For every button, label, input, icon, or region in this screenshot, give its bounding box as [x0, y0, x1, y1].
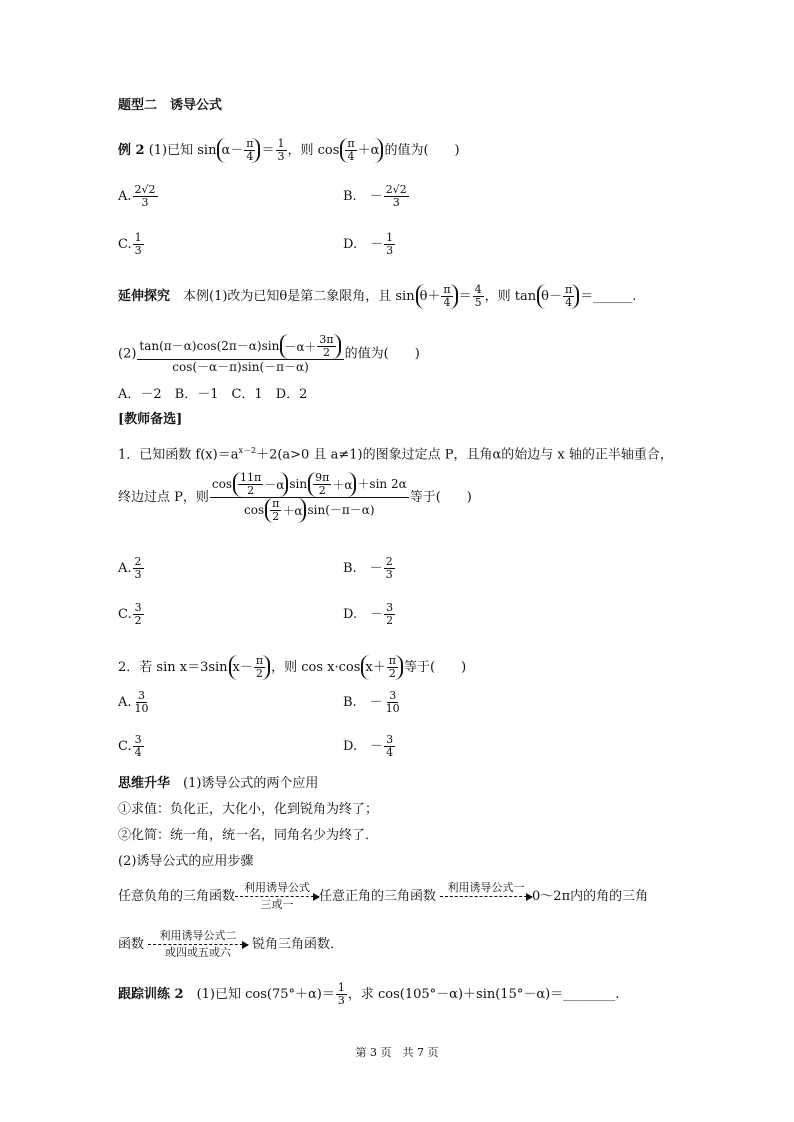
section-title: 题型二 诱导公式: [118, 98, 223, 113]
teacher-p1-line2: 终边过点 P，则 cos $\frac{11\pi}{2}$ －α sin $\frac{9\pi}{2}$ ＋α ＋sin 2α cos $\frac{\pi}{2}$ ＋α sin(－π－α) 等于( ): [118, 471, 472, 523]
page-footer: 第 3 页 共 7 页: [355, 1046, 439, 1059]
paren-group: x＋ $\frac{\pi}{2}$: [361, 655, 403, 680]
teacher-label: [教师备选]: [118, 412, 183, 427]
teacher-p1-option-b: B. － $\frac{2}{3}$: [343, 555, 393, 581]
paren-group: $\frac{\pi}{4}$ ＋α: [340, 138, 383, 163]
paren-group: $\frac{\pi}{2}$ ＋α: [265, 498, 306, 523]
paren-group: －α＋ $\frac{3\pi}{2}$: [280, 334, 340, 359]
arrow-connector: 利用诱导公式一: [440, 880, 532, 913]
example2-option-b: B. － $\frac{2√2}{3}$: [343, 183, 407, 209]
example2-option-c: C. $\frac{1}{3}$: [118, 231, 142, 257]
extension-question: 延伸探究 本例(1)改为已知θ是第二象限角，且 sin θ＋ $\frac{\pi}{4}$ ＝ $\frac{4}{5}$ ，则 tan θ－ $\frac{\pi}{4}$ ＝______.: [118, 283, 637, 309]
tracking-question: 跟踪训练 2 (1)已知 cos(75°＋α)＝ $\frac{1}{3}$ ，求 cos(105°－α)＋sin(15°－α)＝________.: [118, 981, 620, 1007]
paren-group: $\frac{9\pi}{2}$ ＋α: [308, 472, 356, 497]
teacher-p2: 2．若 sin x＝3sin x－ $\frac{\pi}{2}$ ，则 cos x·cos x＋ $\frac{\pi}{2}$ 等于( ): [118, 654, 467, 680]
example2-q1: 例 2 (1)已知 sin α－ $\frac{\pi}{4}$ ＝ $\frac{1}{3}$ ，则 cos $\frac{\pi}{4}$ ＋α 的值为( ): [118, 137, 460, 163]
teacher-p1-line1: 1．已知函数 $f(x)=a^{x-2}+2(a>0$ 且 a≠1)的图象过定点 P，且角α的始边与 x 轴的正半轴重合，: [118, 446, 673, 463]
paren-group: α－ $\frac{\pi}{4}$: [217, 138, 260, 163]
thinking-line2: ①求值：负化正，大化小，化到锐角为终了；: [118, 802, 379, 817]
teacher-p2-option-a: A. $\frac{3}{10}$: [118, 689, 149, 715]
teacher-p2-option-b: B. － $\frac{3}{10}$: [343, 689, 400, 715]
flow-line2: 函数 利用诱导公式二 或四或五或六 锐角三角函数．: [118, 929, 344, 959]
teacher-p1-option-a: A. $\frac{2}{3}$: [118, 555, 142, 581]
teacher-p1-option-c: C. $\frac{3}{2}$: [118, 601, 142, 627]
example2-q2-options: A．－2 B．－1 C．1 D．2: [118, 387, 308, 402]
example2-option-d: D. － $\frac{1}{3}$: [343, 231, 394, 257]
arrow-connector: 利用诱导公式二 或四或五或六: [148, 928, 248, 961]
teacher-p1-option-d: D. － $\frac{3}{2}$: [343, 601, 394, 627]
thinking-line3: ②化简：统一角，统一名，同角名少为终了．: [118, 828, 379, 843]
paren-group: x－ $\frac{\pi}{2}$: [229, 655, 271, 680]
example2-option-a: A. $\frac{2√2}{3}$: [118, 183, 156, 209]
arrow-connector: 利用诱导公式 三或一: [235, 880, 319, 913]
thinking-line4: (2)诱导公式的应用步骤: [118, 854, 254, 869]
paren-group: $\frac{11\pi}{2}$ －α: [233, 472, 288, 497]
flow-line1: 任意负角的三角函数 利用诱导公式 三或一 任意正角的三角函数 利用诱导公式一 0～2π内的角的三角: [118, 881, 649, 911]
teacher-p2-option-d: D. － $\frac{3}{4}$: [343, 733, 394, 759]
teacher-p2-option-c: C. $\frac{3}{4}$: [118, 733, 142, 759]
paren-group: θ＋ $\frac{\pi}{4}$: [416, 284, 458, 309]
thinking-line1: 思维升华 (1)诱导公式的两个应用: [118, 776, 319, 791]
example2-q2: (2) tan(π－α)cos(2π－α)sin －α＋ $\frac{3\pi}{2}$ cos(－α－π)sin(－π－α) 的值为( ): [118, 333, 420, 374]
paren-group: θ－ $\frac{\pi}{4}$: [537, 284, 579, 309]
